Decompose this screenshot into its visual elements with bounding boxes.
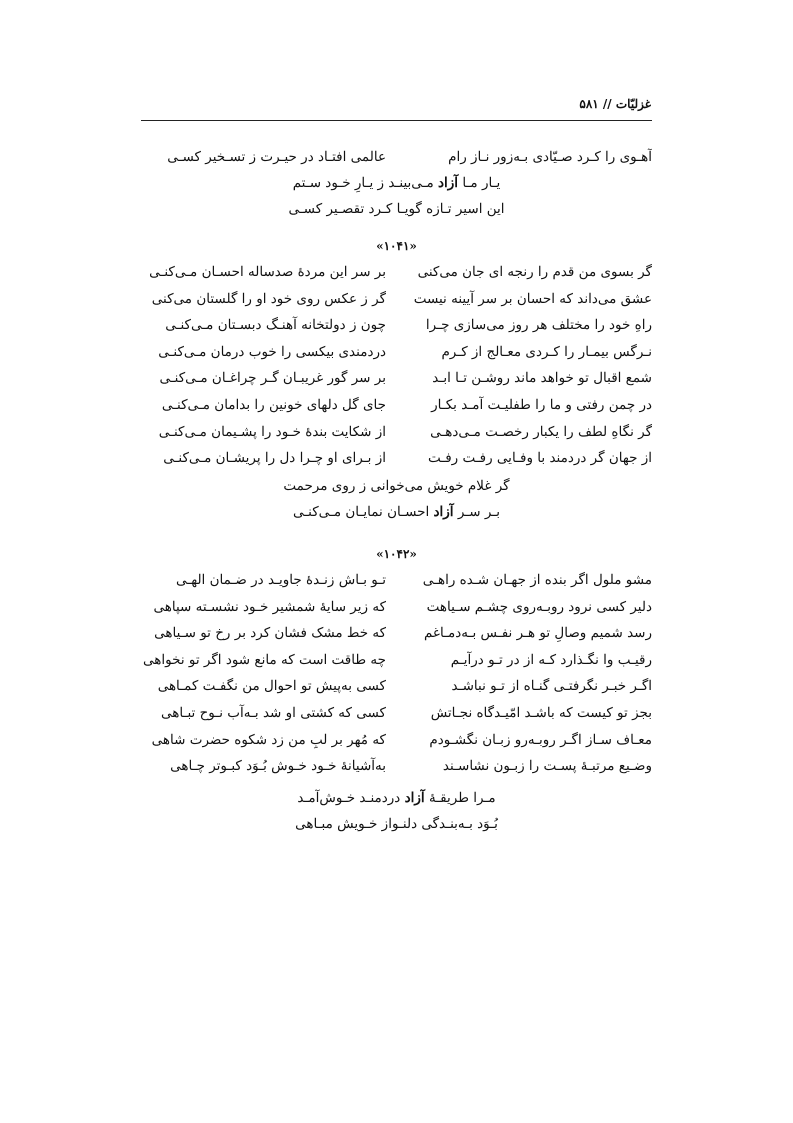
hemistich-right: اگـر خبـر نگرفتـی گنـاه از تـو نباشـد — [451, 678, 652, 695]
hemistich-right: در چمن رفتی و ما را طفلیـت آمـد بکـار — [431, 397, 652, 413]
hemistich-left: که زیر سایهٔ شمشیر خـود نشسـته سپاهی — [153, 598, 386, 615]
ghazal-1042-closing-1 — [0, 786, 793, 810]
ghazal-1041-closing-1: گر غلام خویش می‌خوانی ز روی مرحمت — [283, 478, 510, 494]
hemistich-left: گر ز عکس روی خود او را گلستان می‌کنی — [151, 290, 386, 307]
hemistich-left: که خط مشک فشان کرد بر رخ تو سـیاهی — [154, 625, 386, 642]
text: احسـان نمایـان مـی‌کنـی — [292, 504, 430, 520]
hemistich-left: تـو بـاش زنـدهٔ جاویـد در ضـمان الهـی — [176, 572, 386, 588]
hemistich-left: از بـرای او چـرا دل را پریشـان مـی‌کنـی — [163, 450, 386, 467]
couplet — [141, 754, 652, 778]
couplet — [141, 595, 652, 619]
hemistich-left: عالمی افتـاد در حیـرت ز تسـخیر کسـی — [167, 149, 386, 165]
poet-name: آزاد — [438, 175, 459, 191]
header-divider — [141, 120, 652, 121]
text: دردمنـد خـوش‌آمـد — [297, 790, 401, 806]
hemistich-right: آهـوی را کـرد صـیّادی بـه‌زور نـاز رام — [448, 149, 652, 165]
text: یـار مـا — [462, 175, 501, 191]
ghazal-1041-closing-2 — [0, 500, 793, 524]
hemistich-right: وضـیع مرتبـهٔ پسـت را زبـون نشاسـند — [442, 758, 652, 775]
ghazal-number-1041: «۱۰۴۱» — [376, 239, 417, 253]
couplet — [141, 393, 652, 417]
couplet — [141, 446, 652, 470]
hemistich-left: چه طاقت است که مانع شود اگر تو نخواهی — [143, 651, 386, 668]
hemistich-left: از شکایت بندهٔ خـود را پشـیمان مـی‌کنـی — [158, 423, 386, 440]
hemistich-right: گر نگاهِ لطف را یکبار رخصـت مـی‌دهـی — [430, 423, 652, 440]
hemistich-right: شمع اقبال تو خواهد ماند روشـن تـا ابـد — [432, 370, 652, 387]
hemistich-right: عشق می‌داند که احسان بر سر آیینه نیست — [413, 290, 652, 307]
text: مـی‌بینـد ز یـارِ خـود سـتم — [292, 175, 434, 191]
couplet — [141, 366, 652, 390]
couplet — [141, 420, 652, 444]
couplet — [141, 568, 652, 592]
couplet — [141, 648, 652, 672]
intro-line-3: این اسیر تـازه گویـا کـرد تقصـیر کسـی — [288, 201, 505, 217]
couplet — [141, 701, 652, 725]
hemistich-right: نـرگس بیمـار را کـردی معـالج از کـرم — [441, 343, 652, 360]
intro-line-2 — [0, 171, 793, 195]
couplet — [141, 313, 652, 337]
intro-couplet-1 — [141, 145, 652, 169]
hemistich-left: دردمندی بیکسی را خوب درمان مـی‌کنـی — [158, 343, 386, 360]
hemistich-left: کسی که کشتی او شد بـه‌آب نـوح تبـاهی — [161, 705, 386, 721]
ghazal-1042-closing-2: بُـوَد بـه‌بنـدگی دلنـواز خـویش مبـاهی — [295, 816, 498, 832]
running-header: غزلیّات // ۵۸۱ — [579, 97, 651, 111]
hemistich-right: گر بسوی من قدم را رنجه ای جان می‌کنی — [417, 264, 652, 280]
hemistich-right: از جهان گر دردمند با وفـایی رفـت رفـت — [427, 450, 652, 467]
hemistich-right: دلیر کسی نرود روبـه‌روی چشـم سـیاهت — [426, 598, 652, 615]
couplet — [141, 287, 652, 311]
couplet — [141, 340, 652, 364]
hemistich-left: به‌آشیانهٔ خـود خـوش بُـوَد کبـوتر چـاهی — [170, 758, 386, 775]
text: مـرا طریقـهٔ — [428, 790, 496, 806]
poet-name: آزاد — [404, 790, 425, 806]
ghazal-number-1042: «۱۰۴۲» — [376, 547, 417, 561]
hemistich-right: راهِ خود را مختلف هر روز می‌سازی چـرا — [425, 317, 652, 334]
couplet — [141, 728, 652, 752]
hemistich-left: جای گل دلهای خونین را بدامان مـی‌کنـی — [161, 397, 386, 413]
hemistich-left: که مُهر بر لبِ من زد شکوه حضرت شاهی — [151, 731, 386, 748]
couplet — [141, 260, 652, 284]
hemistich-left: بر سر این مردهٔ صدساله احسـان مـی‌کنـی — [149, 264, 386, 280]
couplet — [141, 621, 652, 645]
hemistich-left: بر سر گور غریبـان گـر چراغـان مـی‌کنـی — [159, 370, 386, 387]
hemistich-right: مشو ملول اگر بنده از جهـان شـده راهـی — [422, 572, 652, 588]
hemistich-right: رسد شمیم وصالِ تو هـر نفـس بـه‌دمـاغم — [423, 625, 652, 642]
hemistich-left: کسی به‌پیش تو احوال من نگفـت کمـاهی — [157, 678, 386, 695]
text: بـر سـر — [457, 504, 501, 520]
hemistich-left: چون ز دولتخانه آهنـگ دبسـتان مـی‌کنـی — [165, 317, 386, 334]
poet-name: آزاد — [433, 504, 454, 520]
hemistich-right: بجز تو کیست که باشـد امّیـدگاه نجـاتش — [430, 705, 652, 721]
hemistich-right: رقیـب وا نگـذارد کـه از در تـو درآیـم — [450, 651, 652, 668]
couplet — [141, 674, 652, 698]
hemistich-right: معـاف سـاز اگـر روبـه‌رو زبـان نگشـودم — [429, 731, 652, 748]
